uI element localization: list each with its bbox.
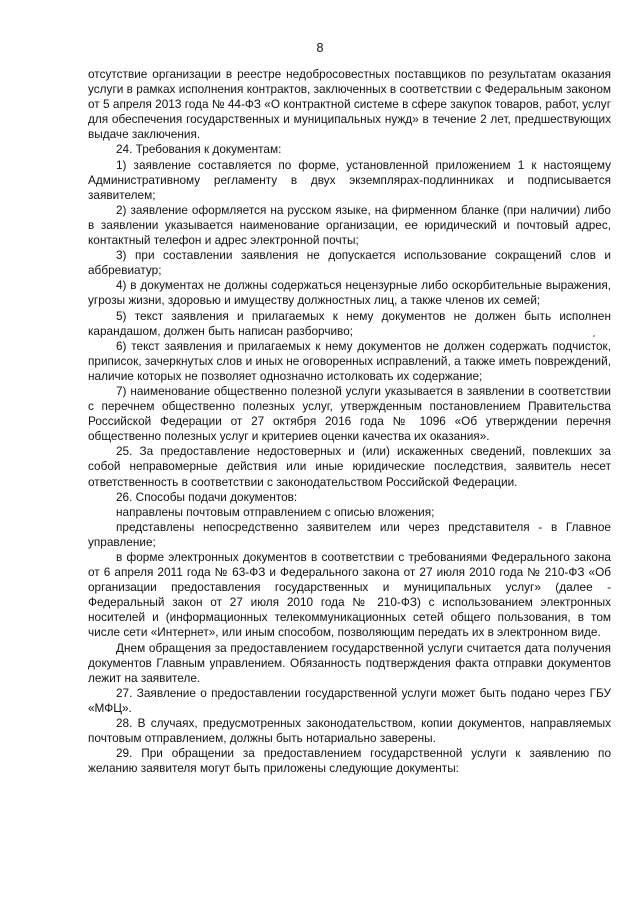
paragraph-24-item-2: 2) заявление оформляется на русском языке, на фирменном бланке (при наличии) либо в заявлении указывается наименование организации, ее юридический и почтовый адрес, контактный телефон и адрес электронной почты; <box>88 202 611 248</box>
paragraph-continuation: отсутствие организации в реестре недобросовестных поставщиков по результатам оказания услуги в рамках исполнения контрактов, заключенных в соответствии с Федеральным законом от 5 апреля 2013 года № 44-ФЗ «О контрактной системе в сфере закупок товаров, работ, услуг для обеспечения государственных и муниципальных нужд» в течение 2 лет, предшествующих выдаче заключения. <box>88 67 611 142</box>
document-body <box>88 67 611 776</box>
page-number: 8 <box>316 41 324 55</box>
paragraph-26-date-of-request: Днем обращения за предоставлением государственной услуги считается дата получения документов Главным управлением. Обязанность подтверждения факта отправки документов лежит на заявителе. <box>88 640 611 685</box>
paragraph-24-item-7: 7) наименование общественно полезной услуги указывается в заявлении в соответствии с перечнем общественно полезных услуг, утвержденным постановлением Правительства Российской Федерации от 27 октября 2016 года № 1096 «Об утверждении перечня общественно полезных услуг и критериев оценки качества их оказания». <box>88 383 611 444</box>
paragraph-24-item-4: 4) в документах не должны содержаться нецензурные либо оскорбительные выражения, угрозы жизни, здоровью и имуществу должностных лиц, а также членов их семей; <box>88 278 611 308</box>
paragraph-24-item-5: 5) текст заявления и прилагаемых к нему документов не должен быть исполнен карандашом, должен быть написан разборчиво; <box>88 308 611 338</box>
paragraph-24-heading: 24. Требования к документам: <box>116 142 282 157</box>
paragraph-26-heading: 26. Способы подачи документов: <box>116 489 298 504</box>
paragraph-29: 29. При обращении за предоставлением государственной услуги к заявлению по желанию заявителя могут быть приложены следующие документы: <box>88 746 611 776</box>
paragraph-26-mail: направлены почтовым отправлением с описью вложения; <box>116 504 435 519</box>
paragraph-25: 25. За предоставление недостоверных и (или) искаженных сведений, повлекших за собой неправомерные действия или иные юридические последствия, заявитель несет ответственность в соответствии с законодательством Российской Федерации. <box>88 444 611 489</box>
paragraph-27: 27. Заявление о предоставлении государственной услуги может быть подано через ГБУ «МФЦ». <box>88 685 611 715</box>
paragraph-24-item-3: 3) при составлении заявления не допускается использование сокращений слов и аббревиатур; <box>88 248 611 278</box>
paragraph-26-electronic: в форме электронных документов в соответствии с требованиями Федерального закона от 6 апреля 2011 года № 63-ФЗ и Федерального закона от 27 июля 2010 года № 210-ФЗ «Об организации предоставления государственных и муниципальных услуг» (далее - Федеральный закон от 27 июля 2010 года № 210-ФЗ) с использованием электронных носителей и (информационных телекоммуникационных сетей общего пользования, в том числе сети «Интернет», или иным способом, позволяющим передать их в электронном виде. <box>88 550 611 640</box>
paragraph-24-item-6: 6) текст заявления и прилагаемых к нему документов не должен содержать подчисток, приписок, зачеркнутых слов и иных не оговоренных исправлений, а также иметь повреждений, наличие которых не позволяет однозначно истолковать их содержание; <box>88 338 611 383</box>
paragraph-24-item-1: 1) заявление составляется по форме, установленной приложением 1 к настоящему Административному регламенту в двух экземплярах-подлинниках и подписывается заявителем; <box>88 157 611 202</box>
paragraph-28: 28. В случаях, предусмотренных законодательством, копии документов, направляемых почтовым отправлением, должны быть нотариально заверены. <box>88 716 611 746</box>
paragraph-26-in-person: представлены непосредственно заявителем или через представителя - в Главное управление; <box>88 519 611 549</box>
